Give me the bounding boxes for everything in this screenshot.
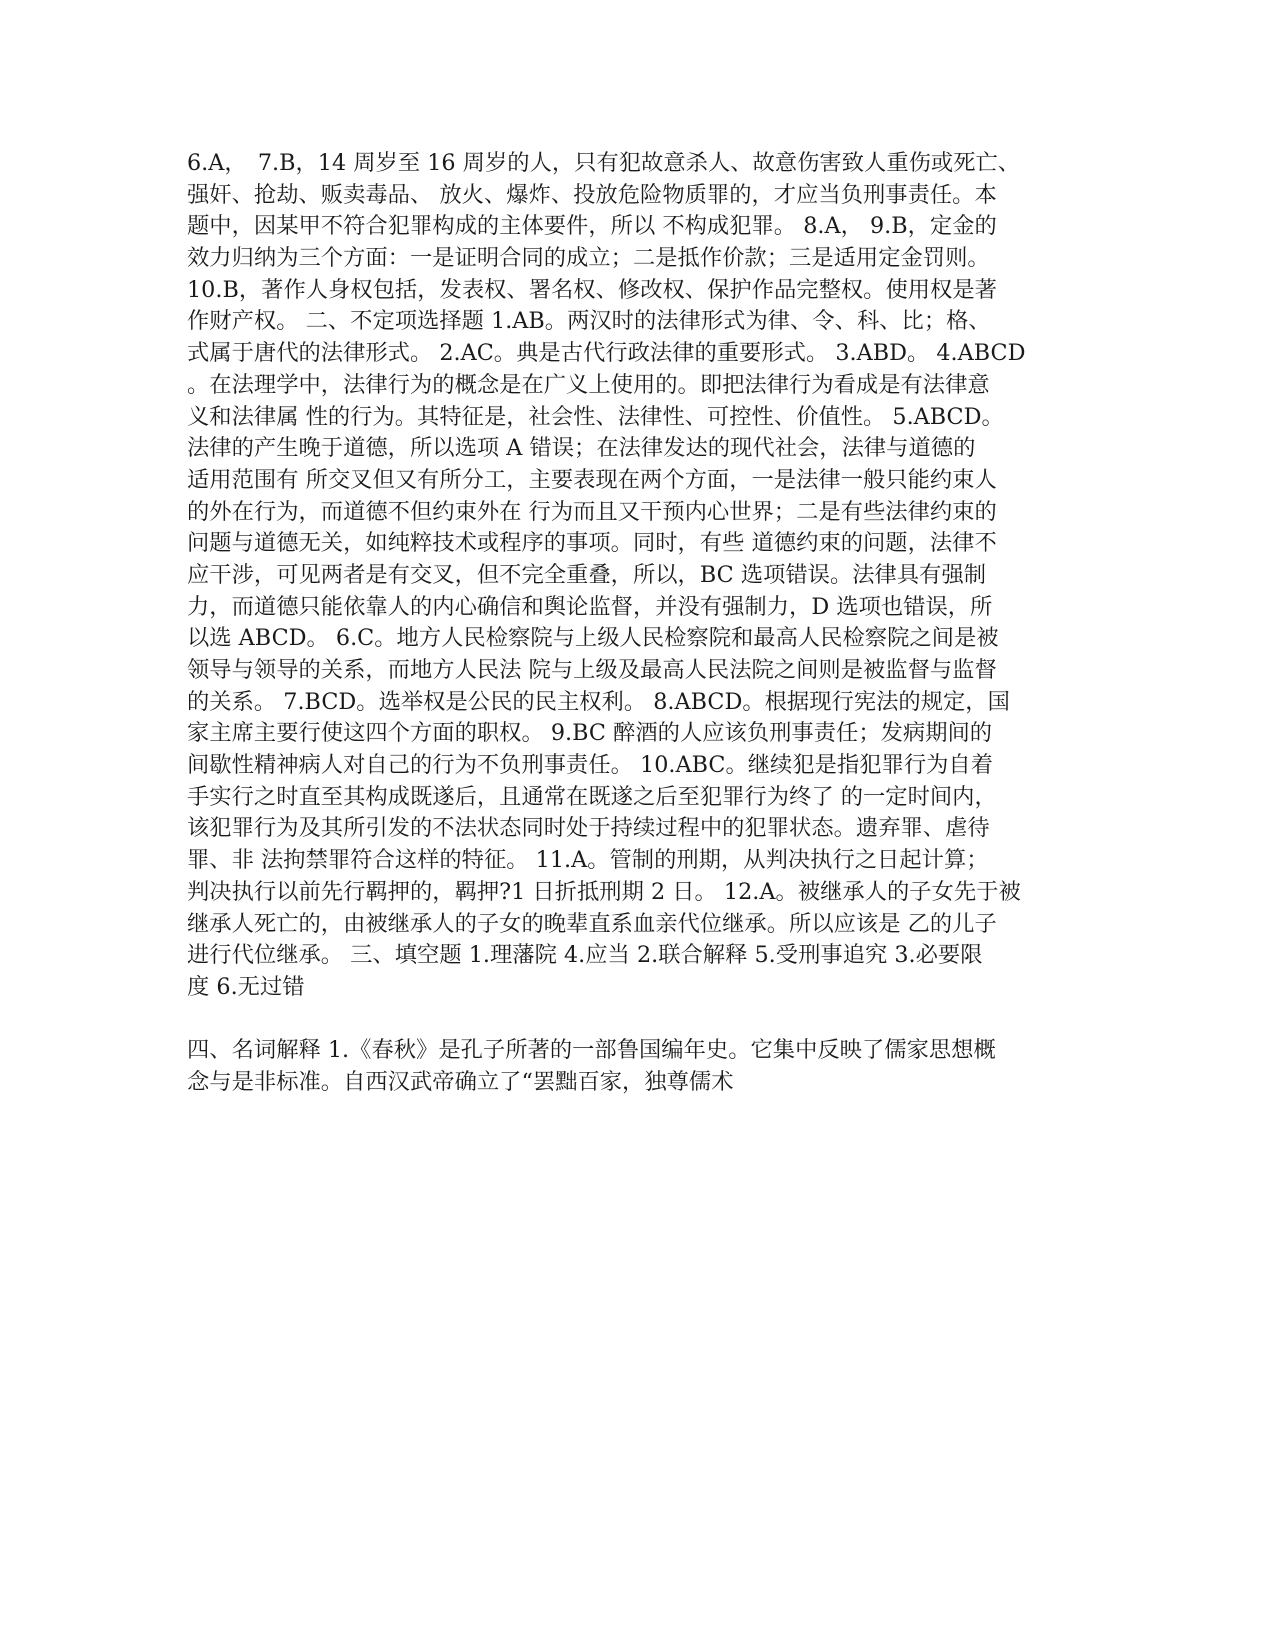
text-line: 度 6.无过错	[187, 973, 305, 1000]
paragraph-spacer	[187, 1004, 1092, 1036]
text-line: 领导与领导的关系，而地方人民法 院与上级及最高人民法院之间则是被监督与监督	[187, 657, 997, 683]
definition-paragraph	[187, 1035, 1092, 1098]
text-line: 6.A， 7.B，14 周岁至 16 周岁的人，只有犯故意杀人、故意伤害致人重伤或死亡、	[187, 150, 1021, 176]
text-line: 10.B，著作人身权包括，发表权、署名权、修改权、保护作品完整权。使用权是著	[187, 276, 997, 303]
text-line: 式属于唐代的法律形式。 2.AC。典是古代行政法律的重要形式。 3.ABD。 4.ABCD	[187, 340, 1026, 367]
text-line: 手实行之时直至其构成既遂后，且通常在既遂之后至犯罪行为终了 的一定时间内，	[187, 783, 997, 810]
text-line: 以选 ABCD。 6.C。地方人民检察院与上级人民检察院和最高人民检察院之间是被	[187, 625, 999, 652]
text-line: 适用范围有 所交叉但又有所分工，主要表现在两个方面，一是法律一般只能约束人	[187, 466, 997, 493]
text-line: 效力归纳为三个方面：一是证明合同的成立；二是抵作价款；三是适用定金罚则。	[187, 245, 990, 272]
text-line: 问题与道德无关，如纯粹技术或程序的事项。同时，有些 道德约束的问题，法律不	[187, 530, 997, 557]
text-line: 法律的产生晚于道德，所以选项 A 错误；在法律发达的现代社会，法律与道德的	[187, 435, 976, 462]
text-line: 四、名词解释 1.《春秋》是孔子所著的一部鲁国编年史。它集中反映了儒家思想概	[187, 1037, 996, 1064]
document-body	[187, 148, 1092, 1099]
answer-paragraph	[187, 148, 1092, 1004]
text-line: 念与是非标准。自西汉武帝确立了“罢黜百家，独尊儒术	[187, 1068, 734, 1095]
text-line: 进行代位继承。 三、填空题 1.理藩院 4.应当 2.联合解释 5.受刑事追究 3.必要限	[187, 942, 983, 969]
text-line: 间歇性精神病人对自己的行为不负刑事责任。 10.ABC。继续犯是指犯罪行为自着	[187, 752, 994, 779]
text-line: 继承人死亡的，由被继承人的子女的晚辈直系血亲代位继承。所以应该是 乙的儿子	[187, 910, 997, 937]
text-line: 。在法理学中，法律行为的概念是在广义上使用的。即把法律行为看成是有法律意	[187, 371, 990, 398]
text-line: 的关系。 7.BCD。选举权是公民的民主权利。 8.ABCD。根据现行宪法的规定，国	[187, 688, 1010, 715]
text-line: 家主席主要行使这四个方面的职权。 9.BC 醉酒的人应该负刑事责任；发病期间的	[187, 720, 993, 747]
text-line: 作财产权。 二、不定项选择题 1.AB。两汉时的法律形式为律、令、科、比；格、	[187, 308, 991, 335]
text-line: 判决执行以前先行羁押的，羁押?1 日折抵刑期 2 日。 12.A。被继承人的子女先于被	[187, 878, 1021, 905]
text-line: 题中，因某甲不符合犯罪构成的主体要件，所以 不构成犯罪。 8.A， 9.B，定金的	[187, 213, 997, 240]
text-line: 力，而道德只能依靠人的内心确信和舆论监督，并没有强制力，D 选项也错误，所	[187, 593, 993, 620]
text-line: 该犯罪行为及其所引发的不法状态同时处于持续过程中的犯罪状态。遗弃罪、虐待	[187, 815, 990, 842]
text-line: 应干涉，可见两者是有交叉，但不完全重叠，所以，BC 选项错误。法律具有强制	[187, 561, 987, 588]
text-line: 罪、非 法拘禁罪符合这样的特征。 11.A。管制的刑期，从判决执行之日起计算；	[187, 847, 989, 874]
text-line: 义和法律属 性的行为。其特征是，社会性、法律性、可控性、价值性。 5.ABCD。	[187, 403, 1004, 430]
text-line: 的外在行为，而道德不但约束外在 行为而且又干预内心世界；二是有些法律约束的	[187, 498, 997, 525]
text-line: 强奸、抢劫、贩卖毒品、 放火、爆炸、投放危险物质罪的，才应当负刑事责任。本	[187, 181, 997, 208]
